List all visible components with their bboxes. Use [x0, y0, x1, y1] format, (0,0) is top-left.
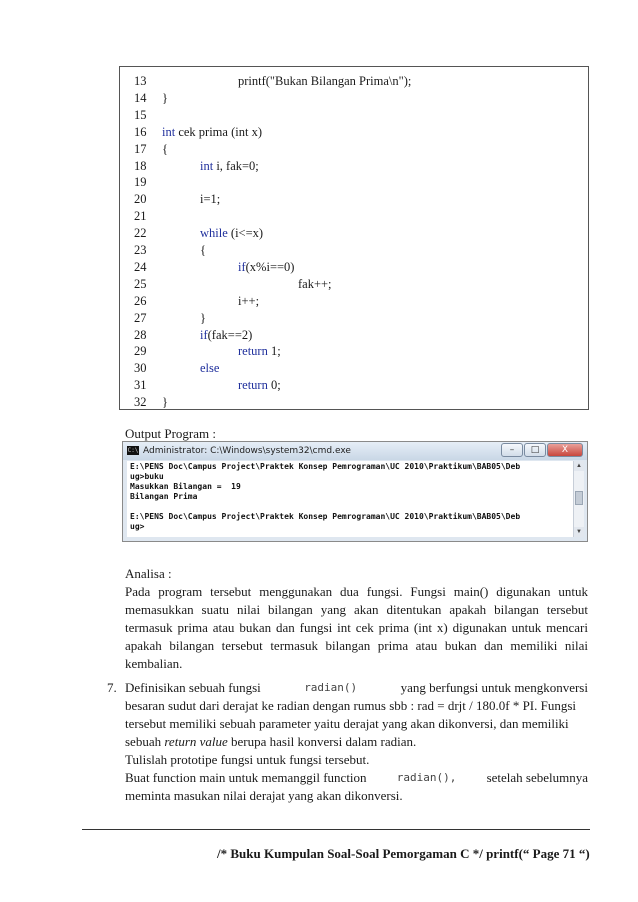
question7-line4-text-b: berupa hasil konversi dalam radian. — [227, 734, 417, 749]
code-keyword: int — [162, 124, 176, 139]
console-line: E:\PENS Doc\Campus Project\Praktek Konsep Pemrograman\UC 2010\Praktikum\BAB05\Deb — [130, 462, 521, 471]
code-token: cek prima (int x) — [175, 124, 262, 139]
question7-line6-text-b: setelah sebelumnya — [486, 770, 588, 785]
code-token: { — [200, 243, 206, 257]
code-token: 0; — [267, 378, 281, 393]
line-number: 15 — [134, 107, 147, 122]
line-number: 21 — [134, 209, 147, 224]
question7-line1 — [125, 679, 588, 696]
analisa-line: memasukkan suatu nilai bilangan yang akan ditentukan apakah bilangan tersebut — [125, 602, 588, 617]
cmd-icon: C:\ — [127, 447, 139, 454]
line-number: 29 — [134, 344, 147, 359]
line-number: 18 — [134, 158, 147, 173]
line-number: 28 — [134, 327, 147, 342]
line-number: 27 — [134, 310, 147, 325]
analisa-line: kembalian. — [125, 656, 183, 671]
cmd-titlebar — [123, 442, 587, 460]
code-text — [238, 376, 281, 394]
question7-line3: tersebut memiliki sebuah parameter yaitu derajat yang akan dikonversi, dan memiliki — [125, 716, 569, 731]
code-text — [238, 292, 259, 310]
code-token: i++; — [238, 293, 260, 308]
code-token: 1; — [267, 344, 281, 359]
code-keyword: int — [200, 158, 214, 173]
line-number: 17 — [134, 141, 147, 156]
code-keyword: return — [238, 344, 268, 359]
code-text — [162, 393, 168, 411]
line-number: 31 — [134, 378, 147, 393]
question7-line2: besaran sudut dari derajat ke radian dengan rumus sbb : rad = drjt / 180.0f * PI. Fungsi — [125, 698, 577, 713]
code-text — [162, 89, 168, 107]
question7-line7: meminta masukan nilai derajat yang akan dikonversi. — [125, 788, 403, 803]
analisa-title: Analisa : — [125, 566, 172, 581]
code-text — [200, 241, 206, 259]
scroll-up-icon[interactable]: ▲ — [574, 461, 584, 471]
footer-divider — [82, 829, 590, 830]
code-text — [200, 359, 219, 377]
radian-function-code: radian() — [304, 681, 358, 694]
console-line: ug>buku — [130, 472, 164, 481]
code-token: fak++; — [298, 276, 332, 291]
page-footer: /* Buku Kumpulan Soal-Soal Pemorgaman C */ printf(“ Page 71 “) — [217, 846, 590, 861]
question7-line6-text-a: Buat function main untuk memanggil function — [125, 770, 367, 785]
line-number: 25 — [134, 276, 147, 291]
code-text — [162, 140, 168, 158]
scroll-down-icon[interactable]: ▼ — [574, 527, 584, 537]
console-line: Masukkan Bilangan = 19 — [130, 482, 241, 491]
code-text — [238, 342, 281, 360]
code-keyword: if — [238, 259, 246, 274]
code-text — [298, 275, 332, 293]
code-keyword: else — [200, 361, 220, 376]
line-number: 32 — [134, 395, 147, 410]
scroll-thumb[interactable] — [575, 491, 583, 505]
question7-line1-text-a: Definisikan sebuah fungsi — [125, 680, 261, 695]
code-text — [238, 72, 411, 90]
code-token: (i<=x) — [227, 226, 264, 241]
code-text — [200, 309, 206, 327]
code-text — [238, 258, 294, 276]
line-number: 20 — [134, 192, 147, 207]
code-token: } — [200, 310, 206, 325]
analisa-line: Pada program tersebut menggunakan dua fungsi. Fungsi main() digunakan untuk — [125, 584, 588, 599]
radian-call-code: radian(), — [396, 771, 457, 784]
question7-line4-text-a: sebuah — [125, 734, 165, 749]
question7-line5: Tulislah prototipe fungsi untuk fungsi tersebut. — [125, 752, 370, 767]
code-listing — [119, 66, 589, 410]
line-number: 26 — [134, 293, 147, 308]
question7-line1-text-b: yang berfungsi untuk mengkonversi — [400, 680, 588, 695]
console-line: ug> — [130, 522, 145, 531]
question7-line4 — [125, 733, 416, 750]
close-button[interactable]: X — [547, 443, 583, 457]
code-token: (x%i==0) — [245, 259, 295, 274]
line-number: 19 — [134, 175, 147, 190]
console-line: Bilangan Prima — [130, 492, 198, 501]
code-token: { — [162, 141, 168, 156]
console-line: E:\PENS Doc\Campus Project\Praktek Konsep Pemrograman\UC 2010\Praktikum\BAB05\Deb — [130, 512, 521, 521]
analisa-line: apakah bilangan tersebut termasuk bilangan prima atau bukan dan memiliki nilai — [125, 638, 588, 653]
code-text — [200, 157, 259, 175]
maximize-button[interactable]: □ — [524, 443, 546, 457]
line-number: 14 — [134, 90, 147, 105]
question7-line6 — [125, 769, 588, 786]
return-value-term: return value — [164, 734, 228, 749]
cmd-window-screenshot — [122, 441, 588, 542]
cmd-console-output — [127, 461, 573, 537]
analisa-line: termasuk prima atau bukan dan fungsi int cek prima (int x) digunakan untuk mencari — [125, 620, 588, 635]
cmd-window-title: Administrator: C:\Windows\system32\cmd.exe — [143, 446, 351, 456]
code-text — [200, 190, 220, 208]
output-program-label: Output Program : — [125, 426, 216, 441]
question-number: 7. — [107, 680, 117, 695]
cmd-scrollbar[interactable] — [573, 461, 584, 537]
code-keyword: return — [238, 378, 268, 393]
minimize-button[interactable]: – — [501, 443, 523, 457]
code-keyword: if — [200, 327, 208, 342]
code-token: i=1; — [200, 192, 221, 207]
line-number: 30 — [134, 361, 147, 376]
code-text — [200, 224, 263, 242]
code-token: printf("Bukan Bilangan Prima\n"); — [238, 74, 412, 88]
code-token: } — [162, 90, 168, 105]
line-number: 22 — [134, 226, 147, 241]
code-token: (fak==2) — [207, 327, 253, 342]
line-number: 13 — [134, 74, 147, 88]
code-text — [200, 326, 252, 344]
code-token: i, fak=0; — [213, 158, 259, 173]
line-number: 23 — [134, 243, 147, 257]
code-text — [162, 123, 262, 141]
code-token: } — [162, 395, 168, 410]
line-number: 24 — [134, 259, 147, 274]
line-number: 16 — [134, 124, 147, 139]
code-keyword: while — [200, 226, 228, 241]
